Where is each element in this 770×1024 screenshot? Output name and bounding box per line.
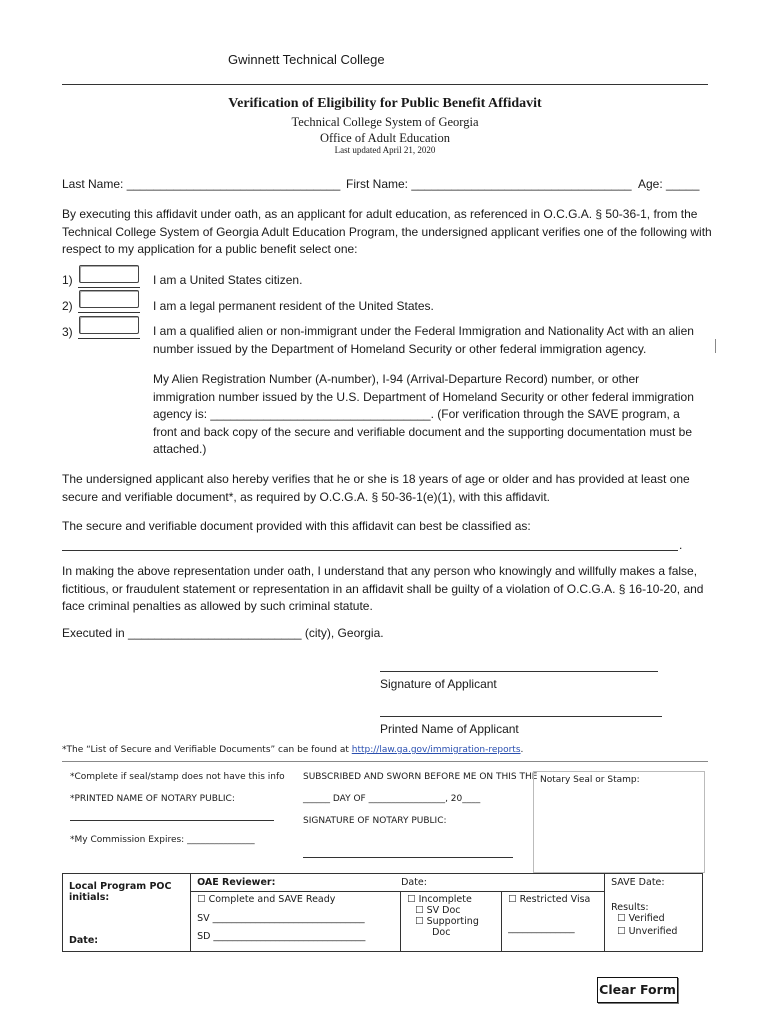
document-classification-label: The secure and verifiable document provided with this affidavit can best be classified as: — [62, 519, 531, 533]
notary-separator — [62, 761, 708, 762]
field-cursor-mark — [715, 339, 716, 353]
signature-label: Signature of Applicant — [380, 677, 497, 691]
notary-printed-name-label: *PRINTED NAME OF NOTARY PUBLIC: — [70, 794, 235, 804]
sv-doc-checkbox[interactable]: ☐ SV Doc — [415, 905, 461, 916]
poc-date-label: Date: — [69, 935, 99, 946]
option-3-label: I am a qualified alien or non-immigrant under the Federal Immigration and Nationality Act with an alien number issued by the Department of Homeland Security or other federal immigration agency. — [153, 324, 694, 356]
oae-reviewer-label: OAE Reviewer: — [197, 877, 276, 888]
signature-line[interactable] — [380, 671, 658, 672]
penalty-paragraph: In making the above representation under oath, I understand that any person who knowingly and willfully makes a false, fictitious, or fraudulent statement or representation in an affidavit shall be guilty of a violation of O.C.G.A. § 16-10-20, and face criminal penalties as allowed by such criminal statute. — [62, 564, 704, 613]
subscribed-sworn-label: SUBSCRIBED AND SWORN BEFORE ME ON THIS THE — [303, 772, 538, 782]
option-2-number: 2) — [62, 299, 73, 313]
option-2-label: I am a legal permanent resident of the United States. — [153, 299, 434, 313]
first-name-field[interactable]: First Name: _________________________________ — [346, 177, 632, 191]
alien-number-paragraph: My Alien Registration Number (A-number), I-94 (Arrival-Departure Record) number, or other immigration number issued by the U.S. Department of Homeland Security or other federal immigration agency is: _________________________________. (For verification through the SAVE program, a front and back copy of the secure and verifiable document and the supporting documentation must be attached.) — [153, 372, 694, 456]
executed-in-field[interactable]: Executed in __________________________ (city), Georgia. — [62, 626, 384, 640]
incomplete-checkbox[interactable]: ☐ Incomplete — [407, 894, 472, 905]
age-verification-paragraph: The undersigned applicant also hereby verifies that he or she is 18 years of age or older and has provided at least one secure and verifiable document*, as required by O.C.G.A. § 50-36-1(e)(1), with this affidavit. — [62, 472, 690, 504]
notary-printed-name-line[interactable] — [70, 820, 274, 821]
notary-seal-box — [533, 771, 705, 873]
clear-form-button[interactable]: Clear Form — [597, 977, 678, 1003]
immigration-reports-link[interactable]: http://law.ga.gov/immigration-reports — [351, 745, 521, 755]
restricted-visa-checkbox[interactable]: ☐ Restricted Visa — [508, 894, 591, 905]
supporting-doc-checkbox[interactable]: ☐ Supporting — [415, 916, 479, 927]
option-2-checkbox[interactable] — [79, 290, 139, 308]
intro-paragraph: By executing this affidavit under oath, as an applicant for adult education, as referenced in O.C.G.A. § 50-36-1, from the Technical College System of Georgia Adult Education Program, the undersigned applicant verifies one of the following with respect to my application for a public benefit select one: — [62, 207, 712, 256]
printed-name-label: Printed Name of Applicant — [380, 722, 519, 736]
footnote-text: *The “List of Secure and Verifiable Documents” can be found at — [62, 745, 352, 755]
option-1-underline — [78, 287, 140, 288]
supporting-doc-label: Doc — [432, 927, 451, 938]
notary-complete-note: *Complete if seal/stamp does not have this info — [70, 772, 285, 782]
save-cell — [605, 874, 703, 952]
notary-signature-line[interactable] — [303, 857, 513, 858]
last-updated: Last updated April 21, 2020 — [334, 145, 436, 155]
sd-field[interactable]: SD ________________________________ — [197, 931, 366, 942]
verified-checkbox[interactable]: ☐ Verified — [617, 913, 665, 924]
commission-expires-field[interactable]: *My Commission Expires: _______________ — [70, 835, 255, 845]
option-1-number: 1) — [62, 273, 73, 287]
restricted-visa-line[interactable]: ______________ — [508, 923, 575, 934]
oae-date-label: Date: — [401, 877, 427, 888]
college-name: Gwinnett Technical College — [228, 52, 385, 67]
footnote-period: . — [520, 745, 524, 755]
save-date-label: SAVE Date: — [611, 877, 665, 888]
day-of-field[interactable]: ______ DAY OF _________________, 20____ — [303, 794, 481, 804]
footnote — [62, 745, 523, 755]
complete-save-ready-checkbox[interactable]: ☐ Complete and SAVE Ready — [197, 894, 336, 905]
option-3-underline — [78, 338, 140, 339]
form-title: Verification of Eligibility for Public Benefit Affidavit — [228, 96, 542, 111]
subtitle-tcsg: Technical College System of Georgia — [291, 115, 479, 129]
option-3-checkbox[interactable] — [79, 316, 139, 334]
poc-cell — [63, 874, 191, 952]
printed-name-line[interactable] — [380, 716, 662, 717]
option-3-number: 3) — [62, 325, 73, 339]
results-label: Results: — [611, 902, 649, 913]
header-rule — [62, 84, 708, 85]
last-name-field[interactable]: Last Name: ________________________________ — [62, 177, 341, 191]
notary-signature-label: SIGNATURE OF NOTARY PUBLIC: — [303, 816, 447, 826]
document-classification-line[interactable] — [62, 550, 678, 551]
option-1-label: I am a United States citizen. — [153, 273, 303, 287]
poc-initials-label: Local Program POC initials: — [69, 881, 172, 903]
sv-field[interactable]: SV ________________________________ — [197, 913, 365, 924]
oae-review-cell — [191, 874, 605, 952]
classification-period: . — [679, 538, 683, 552]
option-2-underline — [78, 312, 140, 313]
office-use-table — [62, 873, 703, 952]
age-field[interactable]: Age: _____ — [638, 177, 700, 191]
unverified-checkbox[interactable]: ☐ Unverified — [617, 926, 678, 937]
subtitle-office: Office of Adult Education — [320, 131, 450, 145]
notary-seal-label: Notary Seal or Stamp: — [540, 775, 640, 785]
option-1-checkbox[interactable] — [79, 265, 139, 283]
